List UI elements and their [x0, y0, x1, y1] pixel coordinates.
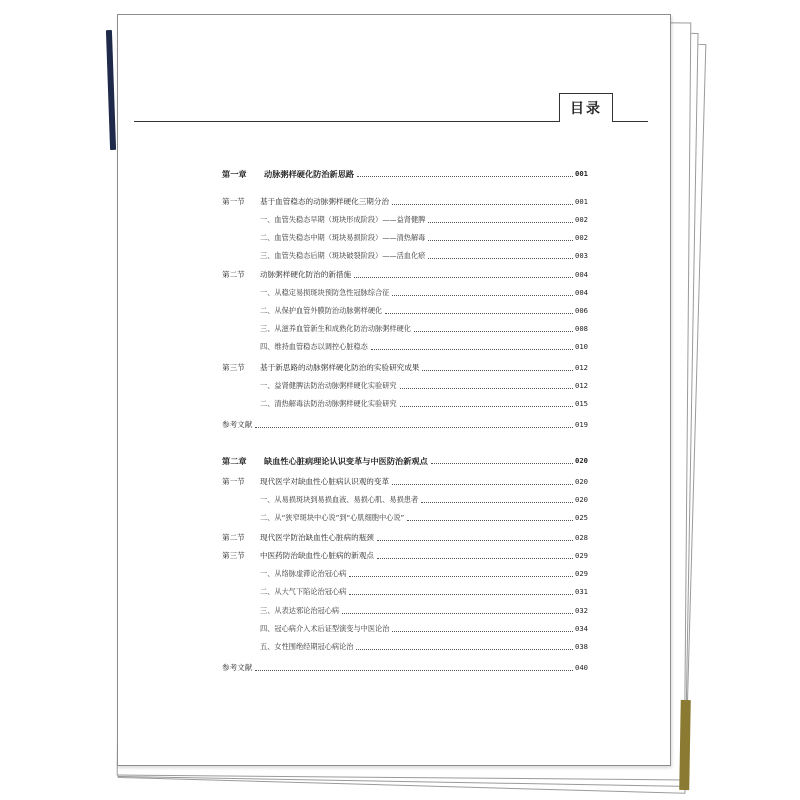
toc-item-row[interactable]: [222, 565, 588, 579]
toc-page-number: 034: [575, 624, 588, 633]
toc-entry-title: 一、从易损斑块到易损血液、易损心肌、易损患者: [260, 495, 419, 504]
toc-entry-label: [222, 663, 252, 673]
toc-item-row[interactable]: [222, 620, 588, 634]
section-number: 第一节: [222, 477, 245, 486]
toc-page-number: 006: [575, 306, 588, 315]
toc-item-row[interactable]: [222, 602, 588, 616]
dot-leader: [377, 558, 573, 559]
toc-section-row[interactable]: [222, 473, 588, 487]
toc-entry-title: 中医药防治缺血性心脏病的新观点: [260, 551, 374, 560]
toc-entry-title: 参考文献: [222, 663, 253, 672]
dot-leader: [407, 520, 573, 521]
dot-leader: [392, 484, 573, 485]
toc-section-row[interactable]: [222, 193, 588, 207]
toc-references-row[interactable]: [222, 416, 588, 430]
dot-leader: [421, 502, 573, 503]
toc-entry-label: [222, 399, 397, 409]
toc-item-row[interactable]: [222, 247, 588, 261]
toc-page-number: 020: [575, 456, 588, 465]
toc-page-number: 031: [575, 587, 588, 596]
dot-leader: [349, 576, 573, 577]
toc-page-number: 004: [575, 288, 588, 297]
toc-title: 目录: [570, 101, 602, 117]
toc-page-number: 012: [575, 363, 588, 372]
toc-entry-label: [222, 363, 419, 373]
book-cover-edge: [106, 30, 116, 150]
dot-leader: [255, 670, 573, 671]
toc-page-number: 028: [575, 533, 588, 542]
toc-page-number: 002: [575, 215, 588, 224]
toc-entry-label: [222, 624, 389, 634]
toc-section-row[interactable]: [222, 266, 588, 280]
toc-item-row[interactable]: [222, 320, 588, 334]
dot-leader: [349, 594, 573, 595]
toc-section-row[interactable]: [222, 359, 588, 373]
toc-item-row[interactable]: [222, 583, 588, 597]
toc-entry-title: 动脉粥样硬化防治新思路: [264, 169, 355, 179]
dot-leader: [356, 649, 573, 650]
toc-item-row[interactable]: [222, 338, 588, 352]
toc-page-number: 040: [575, 663, 588, 672]
toc-entry-title: 一、从络脉虚滞论治冠心病: [260, 569, 347, 578]
toc-entry-label: [222, 169, 354, 179]
toc-entry-label: [222, 288, 389, 298]
toc-entry-label: [222, 251, 425, 261]
toc-page-number: 025: [575, 513, 588, 522]
toc-page-number: 001: [575, 169, 588, 178]
toc-entry-label: [222, 551, 374, 561]
toc-entry-title: 二、清热解毒法防治动脉粥样硬化实验研究: [260, 399, 397, 408]
toc-page-number: 004: [575, 270, 588, 279]
toc-page: [117, 14, 671, 766]
toc-item-row[interactable]: [222, 509, 588, 523]
toc-chapter-row[interactable]: [222, 165, 588, 179]
dot-leader: [392, 631, 573, 632]
toc-entry-title: 动脉粥样硬化防治的新措施: [260, 270, 352, 279]
toc-entry-title: 二、从保护血管外膜防治动脉粥样硬化: [260, 306, 383, 315]
toc-entry-title: 四、冠心病介入术后证型演变与中医论治: [260, 624, 390, 633]
dot-leader: [428, 240, 573, 241]
dot-leader: [371, 349, 573, 350]
dot-leader: [392, 204, 573, 205]
toc-page-number: 029: [575, 569, 588, 578]
toc-item-row[interactable]: [222, 302, 588, 316]
toc-entry-title: 基于新思路的动脉粥样硬化防治的实验研究成果: [260, 363, 420, 372]
toc-section-row[interactable]: [222, 547, 588, 561]
toc-chapter-row[interactable]: [222, 452, 588, 466]
toc-page-number: 038: [575, 642, 588, 651]
chapter-number: 第二章: [222, 456, 247, 466]
toc-item-row[interactable]: [222, 395, 588, 409]
toc-entry-label: [222, 324, 411, 334]
toc-page-number: 012: [575, 381, 588, 390]
toc-entry-title: 缺血性心脏病理论认识变革与中医防治新观点: [264, 456, 428, 466]
toc-entry-label: [222, 533, 374, 543]
toc-entry-label: [222, 381, 397, 391]
toc-entry-title: 五、女性围绝经期冠心病论治: [260, 642, 354, 651]
dot-leader: [354, 277, 573, 278]
dot-leader: [377, 540, 573, 541]
toc-entry-title: 基于血管稳态的动脉粥样硬化三期分治: [260, 197, 390, 206]
dot-leader: [342, 613, 573, 614]
dot-leader: [431, 463, 573, 464]
dot-leader: [357, 176, 573, 177]
toc-entry-title: 二、从“狭窄斑块中心说”到“心肌细胞中心说”: [260, 513, 405, 522]
toc-page-number: 003: [575, 251, 588, 260]
toc-entry-label: [222, 456, 428, 466]
toc-item-row[interactable]: [222, 638, 588, 652]
toc-item-row[interactable]: [222, 491, 588, 505]
dot-leader: [414, 331, 573, 332]
toc-page-number: 019: [575, 420, 588, 429]
toc-page-number: 032: [575, 606, 588, 615]
section-number: 第三节: [222, 363, 245, 372]
toc-entry-label: [222, 642, 353, 652]
toc-entry-label: [222, 197, 389, 207]
toc-entry-title: 参考文献: [222, 420, 253, 429]
chapter-number: 第一章: [222, 169, 247, 179]
toc-entry-title: 二、从大气下陷论治冠心病: [260, 587, 347, 596]
toc-page-number: 008: [575, 324, 588, 333]
toc-entry-label: [222, 342, 368, 352]
toc-entry-title: 现代医学对缺血性心脏病认识观的变革: [260, 477, 390, 486]
toc-item-row[interactable]: [222, 229, 588, 243]
toc-entry-label: [222, 215, 425, 225]
toc-entry-label: [222, 569, 346, 579]
toc-entry-title: 二、血管失稳态中期（斑块易损阶段）——清热解毒: [260, 233, 426, 242]
toc-references-row[interactable]: [222, 659, 588, 673]
toc-entry-title: 三、从滋养血管新生和成熟化防治动脉粥样硬化: [260, 324, 411, 333]
toc-entry-title: 现代医学防治缺血性心脏病的瓶颈: [260, 533, 374, 542]
toc-section-row[interactable]: [222, 529, 588, 543]
dot-leader: [422, 370, 573, 371]
dot-leader: [255, 427, 573, 428]
toc-entry-label: [222, 606, 339, 616]
toc-entry-title: 一、血管失稳态早期（斑块形成阶段）——益肾健脾: [260, 215, 426, 224]
toc-entry-label: [222, 513, 404, 523]
toc-page-number: 002: [575, 233, 588, 242]
toc-item-row[interactable]: [222, 284, 588, 298]
toc-page-number: 010: [575, 342, 588, 351]
toc-item-row[interactable]: [222, 211, 588, 225]
toc-entry-label: [222, 495, 418, 505]
toc-entry-label: [222, 420, 252, 430]
toc-entry-label: [222, 270, 351, 280]
toc-entry-label: [222, 477, 389, 487]
dot-leader: [400, 406, 573, 407]
toc-entry-title: 三、血管失稳态后期（斑块破裂阶段）——活血化瘀: [260, 251, 426, 260]
toc-entry-title: 四、维持血管稳态以调控心脏稳态: [260, 342, 368, 351]
toc-item-row[interactable]: [222, 377, 588, 391]
toc-entry-title: 一、从稳定易损斑块预防急性冠脉综合征: [260, 288, 390, 297]
toc-entry-label: [222, 587, 346, 597]
toc-page-number: 015: [575, 399, 588, 408]
book-cover-edge: [679, 700, 691, 790]
section-number: 第二节: [222, 270, 245, 279]
section-number: 第三节: [222, 551, 245, 560]
toc-page-number: 020: [575, 495, 588, 504]
toc-entry-title: 三、从表达邪论治冠心病: [260, 606, 340, 615]
dot-leader: [385, 313, 573, 314]
dot-leader: [392, 295, 573, 296]
toc-entry-label: [222, 306, 382, 316]
dot-leader: [428, 258, 573, 259]
toc-title-box: [559, 93, 613, 122]
toc-entry-title: 一、益肾健脾法防治动脉粥样硬化实验研究: [260, 381, 397, 390]
section-number: 第一节: [222, 197, 245, 206]
section-number: 第二节: [222, 533, 245, 542]
toc-page-number: 001: [575, 197, 588, 206]
toc-page-number: 020: [575, 477, 588, 486]
toc-entry-label: [222, 233, 425, 243]
dot-leader: [428, 222, 573, 223]
toc-page-number: 029: [575, 551, 588, 560]
dot-leader: [400, 388, 573, 389]
